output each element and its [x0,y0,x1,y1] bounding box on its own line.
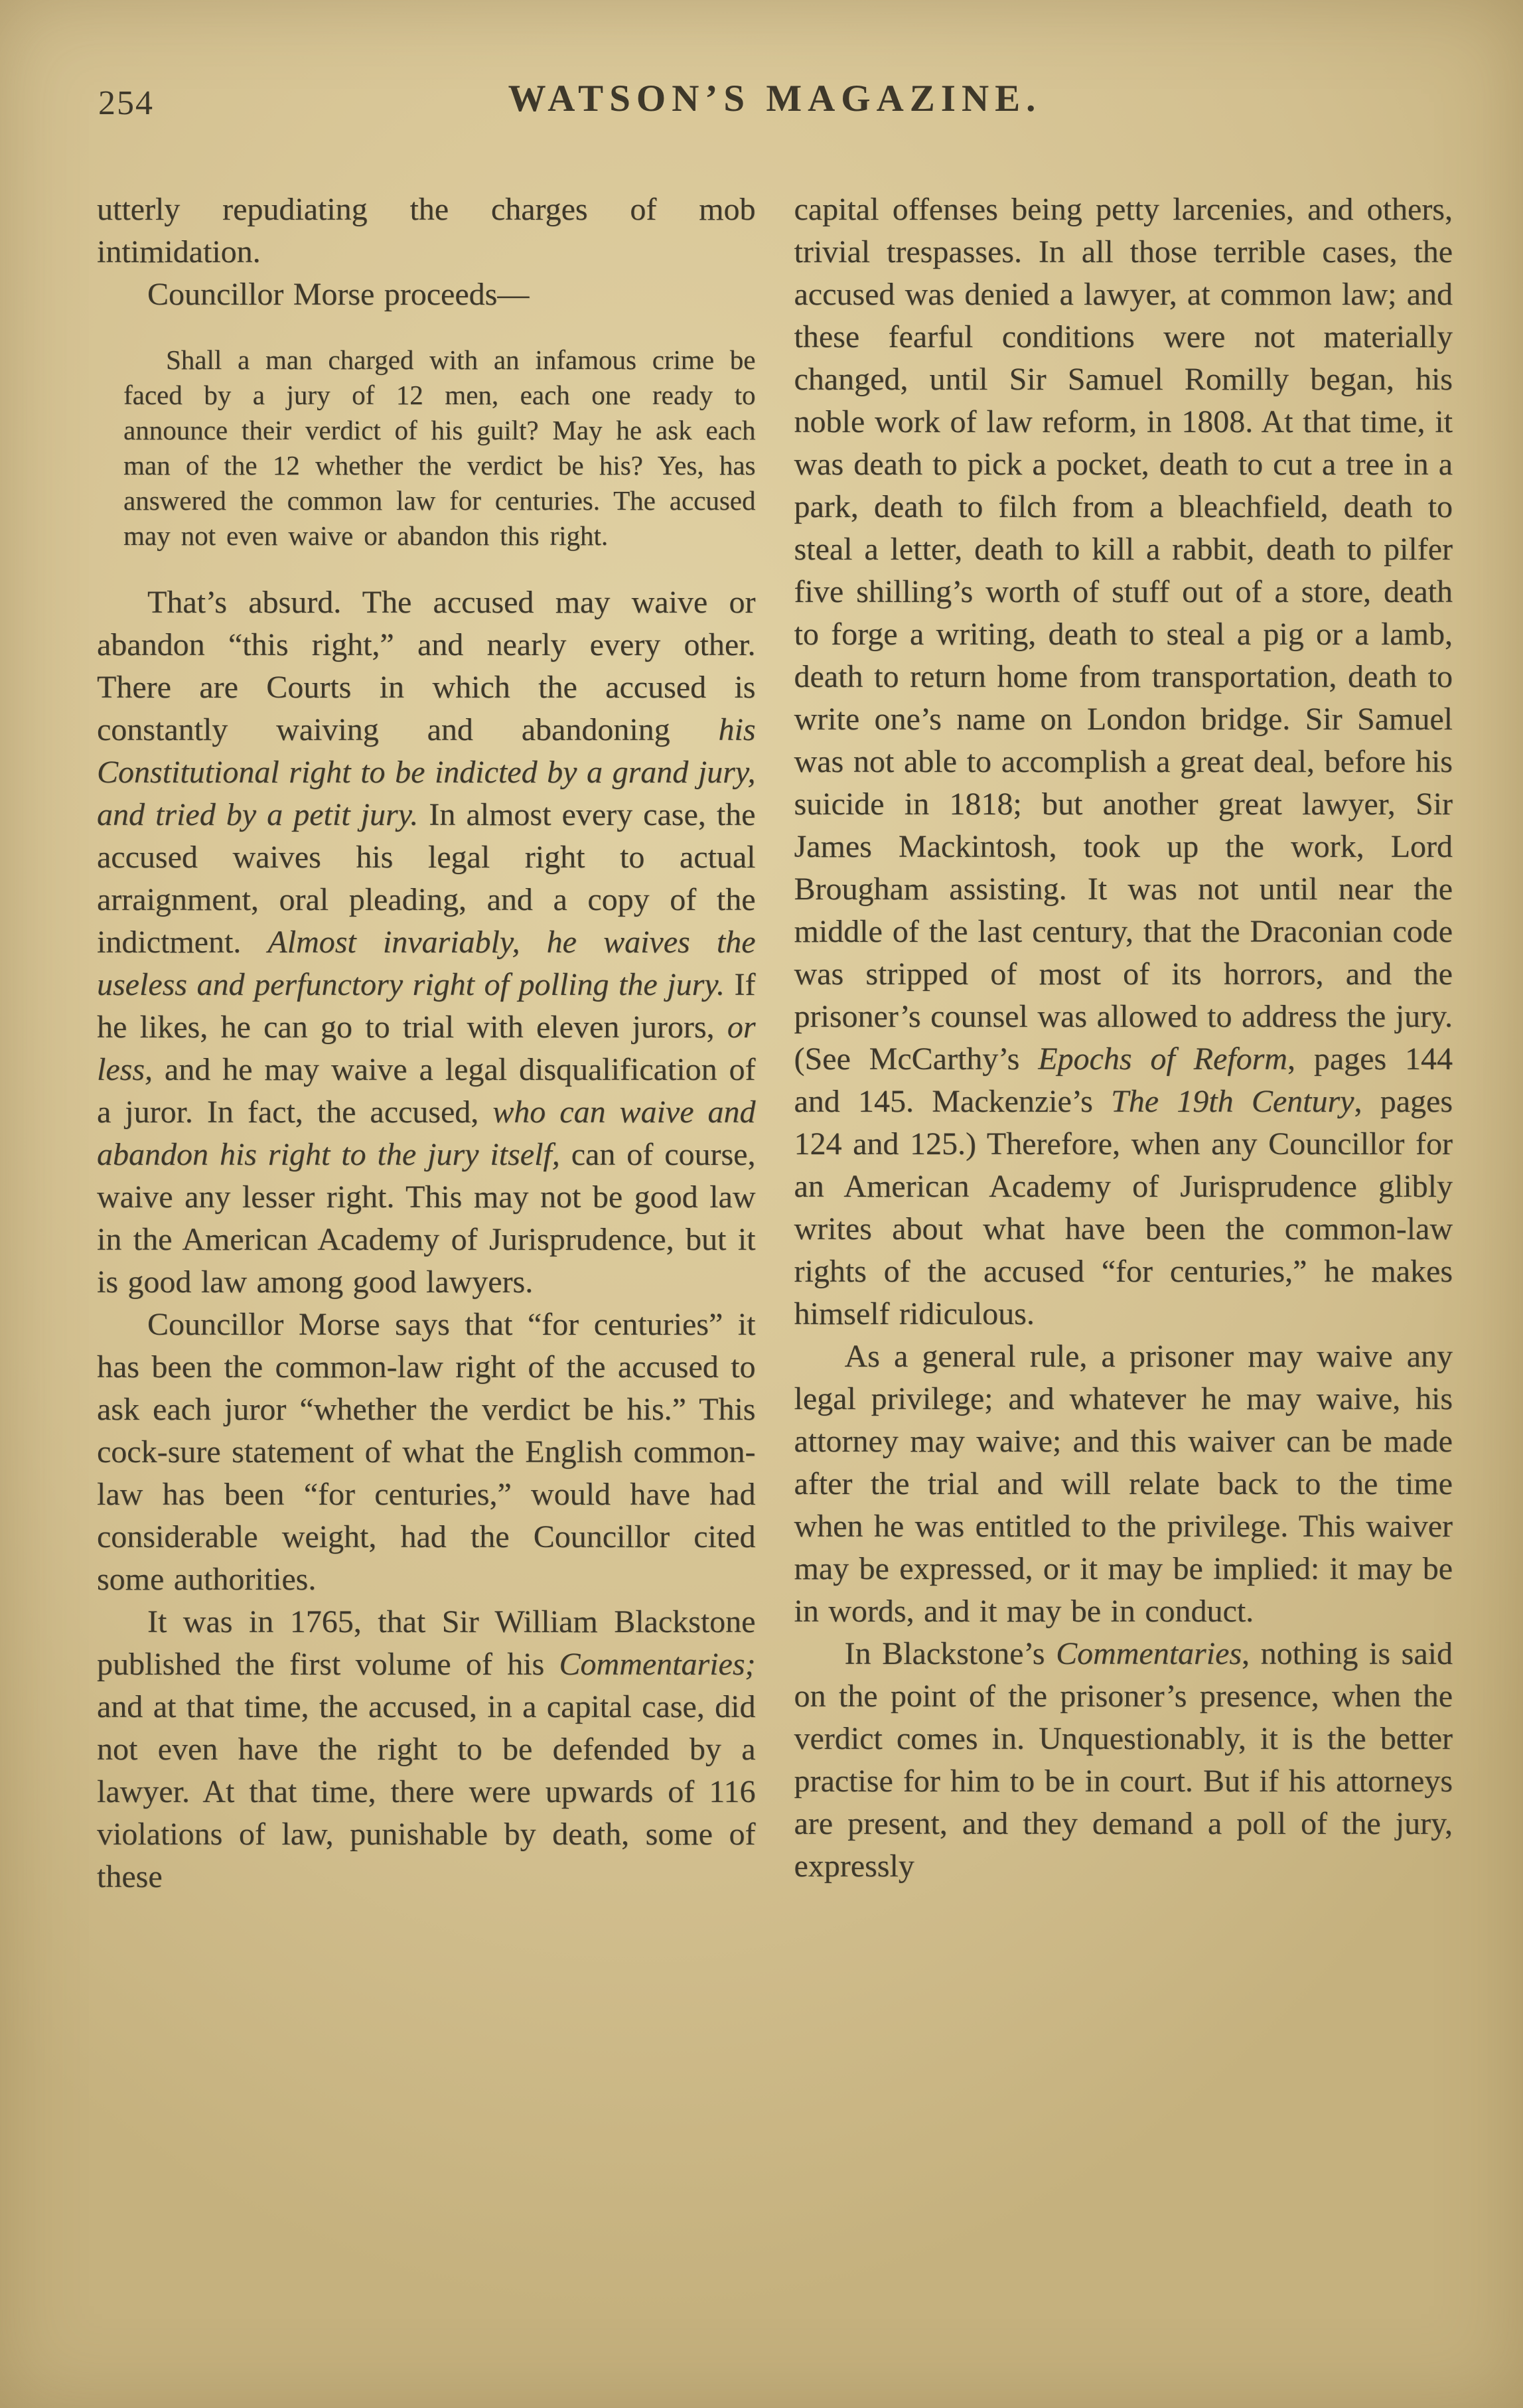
italic-text-segment: or less, [97,1010,756,1087]
text-segment: , pages 124 and 125.) Therefore, when any Councillor for an American Academy of Jurisprudence glibly writes about what have been the common-law rights of the accused “for centuries,” he makes himself ridiculous. [794,1084,1453,1331]
paragraph [97,1304,756,1601]
magazine-title: WATSON’S MAGAZINE. [508,78,1042,119]
text-segment: , nothing is said on the point of the prisoner’s presence, when the verdict comes in. Unquestionably, it is the better practise for him to be in court. But if his attorneys are present, and they demand a poll of the jury, expressly [794,1636,1453,1884]
left-column [97,188,756,1898]
paragraph [794,1335,1453,1633]
text-segment: and he may waive a legal disqualification of a juror. In fact, the accused, [97,1052,756,1130]
text-segment: utterly repudiating the charges of mob intimidation. [97,192,756,269]
page-number: 254 [98,84,154,122]
paragraph [794,188,1453,1335]
text-segment: In Blackstone’s [844,1636,1056,1671]
text-segment: and at that time, the accused, in a capital case, did not even have the right to be defended by a lawyer. At that time, there were upwards of 116 violations of law, punishable by death, some of these [97,1689,756,1894]
paragraph [97,188,756,273]
text-segment: capital offenses being petty larcenies, and others, trivial trespasses. In all those terrible cases, the accused was denied a lawyer, at common law; and these fearful conditions were not materially changed, until Sir Samuel Romilly began, his noble work of law reform, in 1808. At that time, it was death to pick a pocket, death to cut a tree in a park, death to filch from a bleachfield, death to steal a letter, death to kill a rabbit, death to pilfer five shilling’s worth of stuff out of a store, death to forge a writing, death to steal a pig or a lamb, death to return home from transportation, death to write one’s name on London bridge. Sir Samuel was not able to accomplish a great deal, before his suicide in 1818; but another great lawyer, Sir James Mackintosh, took up the work, Lord Brougham assisting. It was not until near the middle of the last century, that the Draconian code was stripped of most of its horrors, and the prisoner’s counsel was allowed to address the jury. (See McCarthy’s [794,192,1453,1077]
paragraph [794,1633,1453,1888]
paragraph [97,581,756,1304]
italic-text-segment: The 19th Century [1111,1084,1354,1119]
paragraph [97,273,756,316]
text-segment: Shall a man charged with an infamous crime be faced by a jury of 12 men, each one ready to announce their verdict of his guilt? May he ask each man of the 12 whether the verdict be his? Yes, has answered the common law for centuries. The accused may not even waive or abandon this right. [123,344,756,551]
block-quote [123,342,756,554]
text-segment: , pages 144 and 145. Mackenzie’s [794,1041,1453,1119]
text-segment: As a general rule, a prisoner may waive any legal privilege; and whatever he may waive, his attorney may waive; and this waiver can be made after the trial and will relate back to the time when he was entitled to the privilege. This waiver may be expressed, or it may be implied: it may be in words, and it may be in conduct. [794,1339,1453,1629]
page-header [97,77,1453,133]
text-segment: can of course, waive any lesser right. This may not be good law in the American Academy of Jurisprudence, but it is good law among good lawyers. [97,1137,756,1300]
italic-text-segment: Almost invariably, he waives the useless and perfunctory right of polling the jury. [97,925,756,1002]
italic-text-segment: Commentaries; [559,1647,756,1682]
text-segment: That’s absurd. The accused may waive or abandon “this right,” and nearly every other. There are Courts in which the accused is constantly waiving and abandoning [97,585,756,747]
two-column-text [97,188,1453,1898]
text-segment: Councillor Morse says that “for centuries” it has been the common-law right of the accused to ask each juror “whether the verdict be his.” This cock-sure statement of what the English common-law has been “for centuries,” would have had considerable weight, had the Councillor cited some authorities. [97,1307,756,1597]
text-segment: Councillor Morse proceeds— [147,277,530,312]
right-column [794,188,1453,1898]
italic-text-segment: Epochs of Reform [1038,1041,1287,1077]
text-segment: It was in 1765, that Sir William Blackstone published the first volume of his [97,1604,756,1682]
italic-text-segment: who can waive and abandon his right to the jury itself, [97,1094,756,1172]
text-segment: In almost every case, the accused waives his legal right to actual arraignment, oral pleading, and a copy of the indictment. [97,797,756,960]
italic-text-segment: his Constitutional right to be indicted by a grand jury, and tried by a petit jury. [97,712,756,832]
paragraph [97,1601,756,1898]
italic-text-segment: Commentaries [1056,1636,1242,1671]
text-segment: If he likes, he can go to trial with eleven jurors, [97,967,756,1045]
